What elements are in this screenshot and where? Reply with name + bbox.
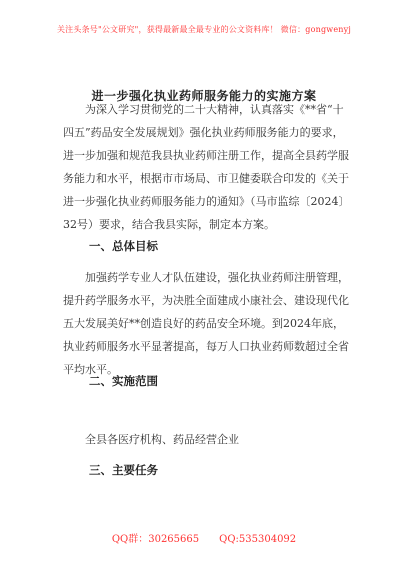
section-heading-goals: 一、总体目标 xyxy=(89,239,158,253)
qq-group: QQ群：30265665 xyxy=(111,534,200,545)
qq-number: QQ:535304092 xyxy=(219,534,297,545)
promo-banner: 关注头条号"公文研究"，获得最新最全最专业的公文资料库！ 微信：gongwenyj xyxy=(56,25,352,34)
section-heading-tasks: 三、主要任务 xyxy=(89,463,158,477)
intro-paragraph: 为深入学习贯彻党的二十大精神，认真落实《**省“十四五”药品安全发展规划》强化执业药师服务能力的要求，进一步加强和规范我县执业药师注册工作，提高全县药学服务能力和水平，根据市市场局、市卫健委联合印发的《关于进一步强化执业药师服务能力的通知》（马市监综〔2024〕32号）要求，结合我县实际，制定本方案。 xyxy=(63,103,350,231)
section-heading-scope: 二、实施范围 xyxy=(89,374,158,388)
section-body-goals: 加强药学专业人才队伍建设，强化执业药师注册管理，提升药学服务水平，为决胜全面建成小康社会、建设现代化五大发展美好**创造良好的药品安全环境。到2024年底，执业药师服务水平显著提高，每万人口执业药师数超过全省平均水平。 xyxy=(63,271,349,376)
contact-footer xyxy=(0,530,408,545)
document-title: 进一步强化执业药师服务能力的实施方案 xyxy=(91,89,317,103)
section-body-scope: 全县各医疗机构、药品经营企业 xyxy=(85,433,239,446)
